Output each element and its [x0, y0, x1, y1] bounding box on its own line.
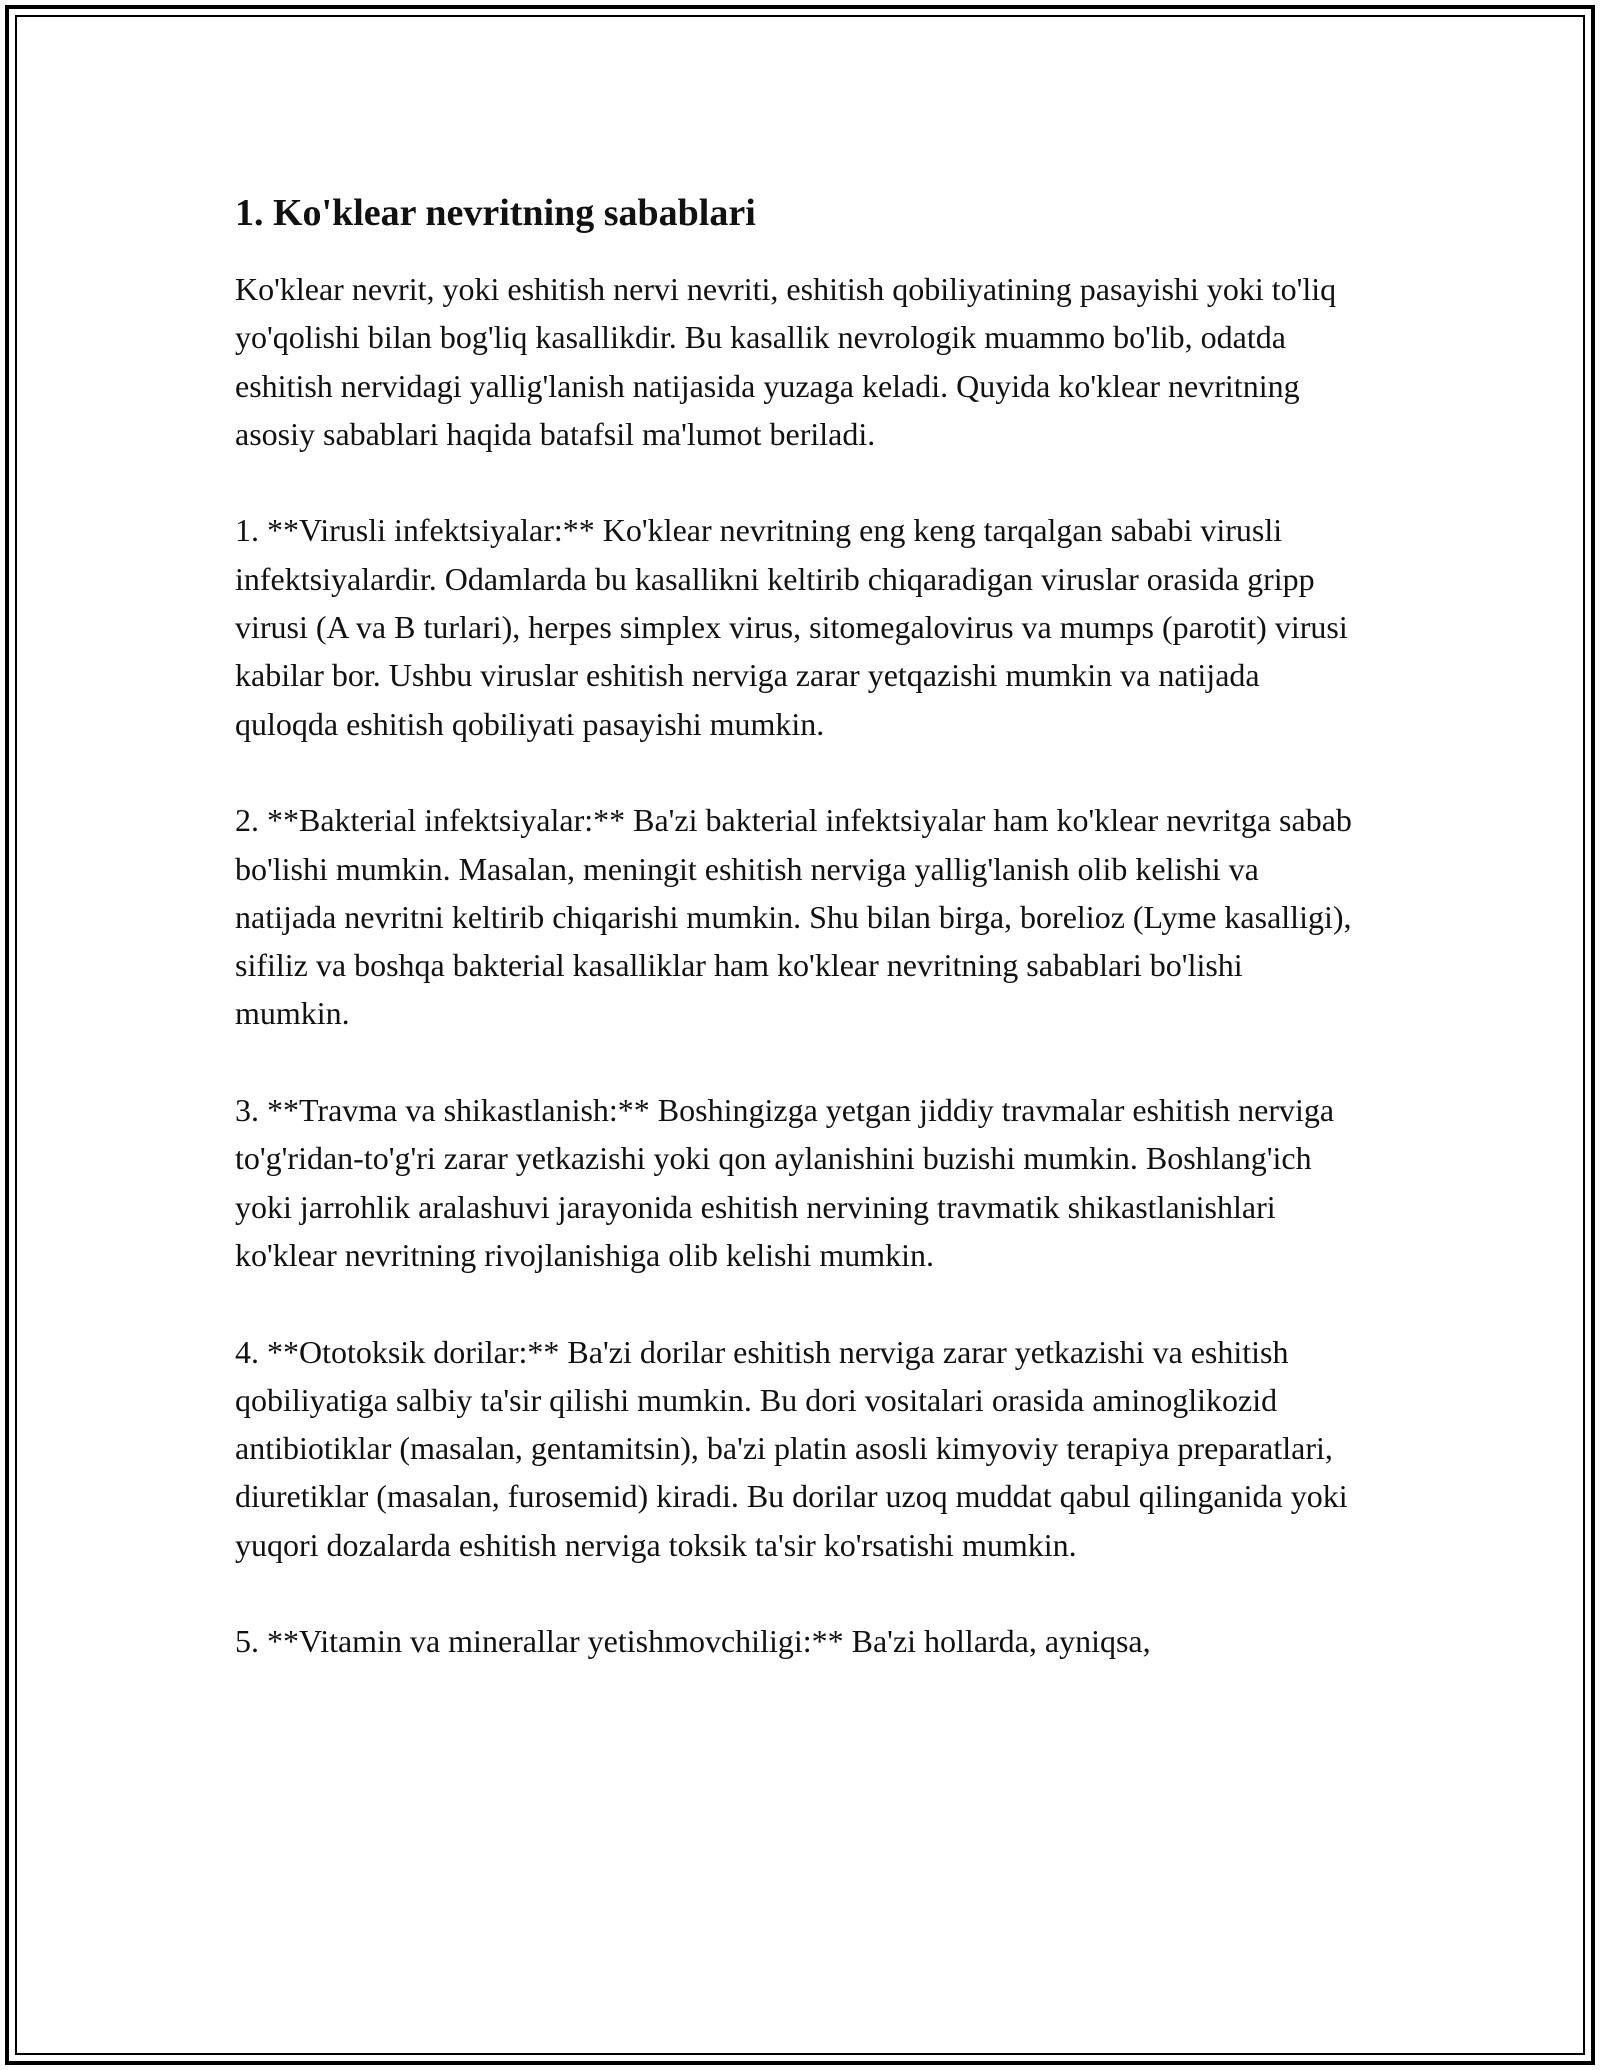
intro-paragraph: Ko'klear nevrit, yoki eshitish nervi nevriti, eshitish qobiliyatining pasayishi yoki to'liq yo'qolishi bilan bog'liq kasallikdir. Bu kasallik nevrologik muammo bo'lib, odatda eshitish nervidagi yallig'lanish natijasida yuzaga keladi. Quyida ko'klear nevritning asosiy sabablari haqida batafsil ma'lumot beriladi.: [235, 271, 1337, 452]
cause-paragraph-vitamin: 5. **Vitamin va minerallar yetishmovchiligi:** Ba'zi hollarda, ayniqsa,: [235, 1623, 1151, 1660]
cause-paragraph-viral: 1. **Virusli infektsiyalar:** Ko'klear nevritning eng keng tarqalgan sababi virusli infektsiyalardir. Odamlarda bu kasallikni keltirib chiqaradigan viruslar orasida gripp virusi (A va B turlari), herpes simplex virus, sitomegalovirus va mumps (parotit) virusi kabilar bor. Ushbu viruslar eshitish nerviga zarar yetqazishi mumkin va natijada quloqda eshitish qobiliyati pasayishi mumkin.: [235, 512, 1348, 742]
document-body: [235, 185, 1365, 1714]
cause-paragraph-trauma: 3. **Travma va shikastlanish:** Boshingizga yetgan jiddiy travmalar eshitish nerviga to'g'ridan-to'g'ri zarar yetkazishi yoki qon aylanishini buzishi mumkin. Boshlang'ich yoki jarrohlik aralashuvi jarayonida eshitish nervining travmatik shikastlanishlari ko'klear nevritning rivojlanishiga olib kelishi mumkin.: [235, 1092, 1335, 1273]
cause-paragraph-bacterial: 2. **Bakterial infektsiyalar:** Ba'zi bakterial infektsiyalar ham ko'klear nevritga sabab bo'lishi mumkin. Masalan, meningit eshitish nerviga yallig'lanish olib kelishi va natijada nevritni keltirib chiqarishi mumkin. Shu bilan birga, borelioz (Lyme kasalligi), sifiliz va boshqa bakterial kasalliklar ham ko'klear nevritning sabablari bo'lishi mumkin.: [235, 802, 1352, 1032]
document-title: 1. Ko'klear nevritning sabablari: [235, 192, 756, 234]
cause-paragraph-ototoxic: 4. **Ototoksik dorilar:** Ba'zi dorilar eshitish nerviga zarar yetkazishi va eshitish qobiliyatiga salbiy ta'sir qilishi mumkin. Bu dori vositalari orasida aminoglikozid antibiotiklar (masalan, gentamitsin), ba'zi platin asosli kimyoviy terapiya preparatlari, diuretiklar (masalan, furosemid) kiradi. Bu dorilar uzoq muddat qabul qilinganida yoki yuqori dozalarda eshitish nerviga toksik ta'sir ko'rsatishi mumkin.: [235, 1333, 1348, 1563]
